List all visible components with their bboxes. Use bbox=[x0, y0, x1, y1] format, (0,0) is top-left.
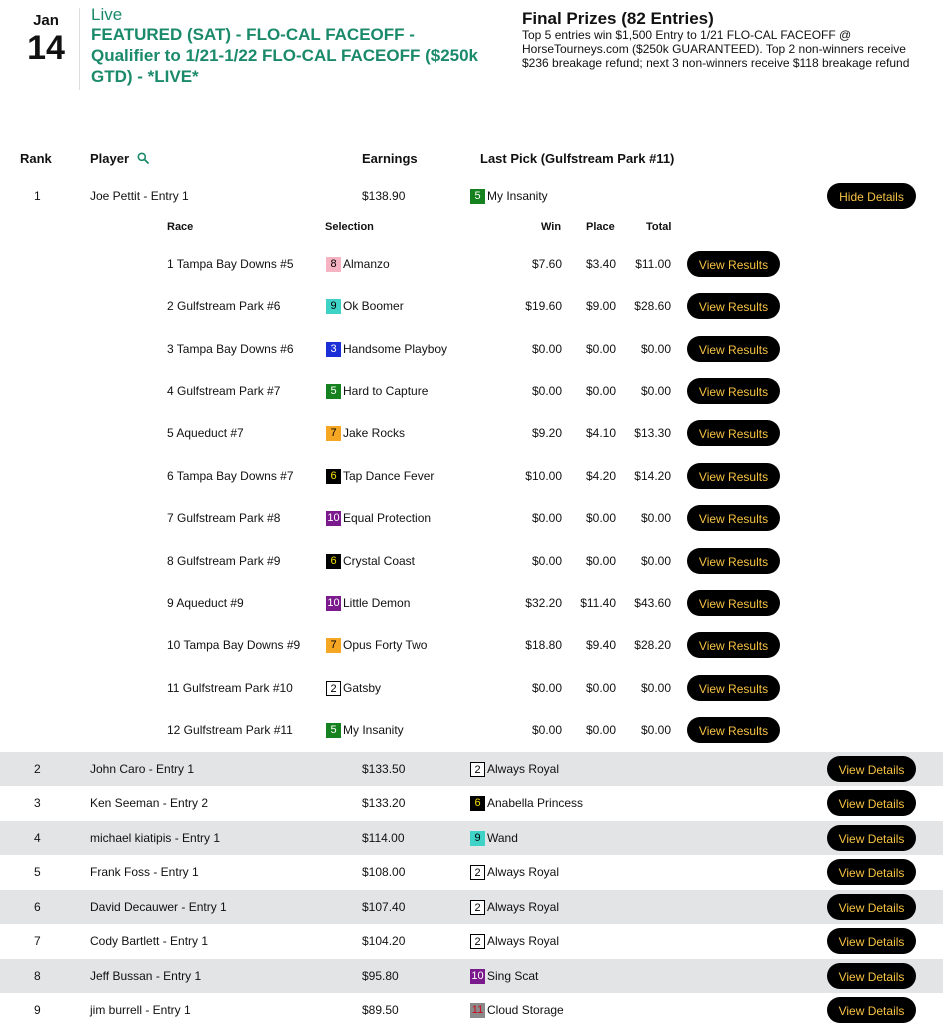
column-header-player bbox=[90, 151, 149, 167]
last-pick-name: Always Royal bbox=[487, 934, 560, 948]
detail-win: $0.00 bbox=[531, 681, 562, 695]
program-number-badge: 7 bbox=[326, 426, 341, 441]
detail-selection-name: Opus Forty Two bbox=[343, 638, 428, 652]
last-pick-name: Cloud Storage bbox=[487, 1003, 564, 1017]
program-number-badge: 2 bbox=[470, 865, 485, 880]
last-pick-name: Anabella Princess bbox=[487, 796, 584, 810]
detail-selection-name: Almanzo bbox=[343, 257, 390, 271]
detail-win: $0.00 bbox=[531, 723, 562, 737]
detail-selection bbox=[326, 455, 434, 497]
program-number-badge: 10 bbox=[327, 512, 340, 525]
detail-total: $0.00 bbox=[640, 511, 671, 525]
detail-header-selection: Selection bbox=[325, 221, 374, 233]
detail-win: $32.20 bbox=[525, 596, 562, 610]
detail-selection-name: Little Demon bbox=[343, 596, 411, 610]
detail-row bbox=[0, 497, 943, 539]
detail-total: $28.20 bbox=[634, 638, 671, 652]
header-divider bbox=[79, 8, 80, 90]
program-number-badge: 6 bbox=[470, 796, 485, 811]
prizes-info bbox=[522, 9, 922, 70]
view-results-button[interactable]: View Results bbox=[687, 293, 780, 319]
leaderboard-row bbox=[0, 959, 943, 993]
last-pick-cell bbox=[470, 924, 559, 958]
last-pick-name: My Insanity bbox=[487, 189, 548, 203]
last-pick-name: Wand bbox=[487, 831, 518, 845]
detail-row bbox=[0, 412, 943, 454]
earnings-cell: $133.20 bbox=[362, 796, 406, 810]
detail-row bbox=[0, 328, 943, 370]
last-pick-cell bbox=[470, 786, 583, 820]
column-header-rank: Rank bbox=[20, 151, 52, 166]
detail-row bbox=[0, 243, 943, 285]
view-results-button[interactable]: View Results bbox=[687, 548, 780, 574]
detail-win: $0.00 bbox=[531, 342, 562, 356]
last-pick-cell bbox=[470, 993, 564, 1027]
program-number-badge: 2 bbox=[470, 762, 485, 777]
detail-race: 8 Gulfstream Park #9 bbox=[167, 554, 281, 568]
player-name[interactable]: Cody Bartlett - Entry 1 bbox=[90, 934, 209, 948]
view-details-button[interactable]: View Details bbox=[827, 859, 916, 885]
event-month: Jan bbox=[33, 12, 59, 29]
view-results-button[interactable]: View Results bbox=[687, 378, 780, 404]
detail-race: 11 Gulfstream Park #10 bbox=[167, 681, 293, 695]
detail-win: $0.00 bbox=[531, 554, 562, 568]
detail-race: 7 Gulfstream Park #8 bbox=[167, 511, 281, 525]
program-number-badge: 5 bbox=[326, 723, 341, 738]
player-name[interactable]: michael kiatipis - Entry 1 bbox=[90, 831, 221, 845]
earnings-cell: $114.00 bbox=[362, 831, 405, 845]
column-header-last-pick: Last Pick (Gulfstream Park #11) bbox=[480, 151, 675, 166]
last-pick-name: Always Royal bbox=[487, 865, 560, 879]
detail-win: $10.00 bbox=[525, 469, 562, 483]
detail-total: $0.00 bbox=[640, 384, 671, 398]
detail-total: $11.00 bbox=[635, 257, 671, 271]
earnings-cell: $133.50 bbox=[362, 762, 406, 776]
view-details-button[interactable]: View Details bbox=[827, 997, 916, 1023]
view-results-button[interactable]: View Results bbox=[687, 590, 780, 616]
player-name[interactable]: John Caro - Entry 1 bbox=[90, 762, 195, 776]
event-status: Live bbox=[91, 5, 123, 24]
detail-win: $9.20 bbox=[531, 426, 562, 440]
detail-row bbox=[0, 624, 943, 666]
detail-selection bbox=[326, 667, 381, 709]
earnings-cell: $107.40 bbox=[362, 900, 406, 914]
detail-selection bbox=[326, 328, 447, 370]
event-date bbox=[20, 12, 72, 66]
detail-selection-name: Tap Dance Fever bbox=[343, 469, 435, 483]
rank-cell: 2 bbox=[34, 762, 41, 776]
detail-place: $9.40 bbox=[585, 638, 616, 652]
detail-place: $9.00 bbox=[585, 299, 616, 313]
leaderboard-row bbox=[0, 179, 943, 213]
detail-selection bbox=[326, 582, 410, 624]
rank-cell: 1 bbox=[34, 189, 41, 203]
detail-header-race: Race bbox=[167, 221, 194, 233]
search-icon[interactable] bbox=[137, 152, 149, 167]
detail-place: $11.40 bbox=[580, 596, 616, 610]
detail-row bbox=[0, 709, 943, 751]
leaderboard-row bbox=[0, 924, 943, 958]
detail-total: $0.00 bbox=[640, 681, 671, 695]
detail-selection-name: Ok Boomer bbox=[343, 299, 404, 313]
leaderboard-row bbox=[0, 821, 943, 855]
detail-selection-name: Handsome Playboy bbox=[343, 342, 448, 356]
player-name[interactable]: Frank Foss - Entry 1 bbox=[90, 865, 199, 879]
detail-total: $43.60 bbox=[634, 596, 671, 610]
detail-selection bbox=[326, 243, 390, 285]
player-name[interactable]: Ken Seeman - Entry 2 bbox=[90, 796, 209, 810]
detail-selection bbox=[326, 624, 427, 666]
view-details-button[interactable]: View Details bbox=[827, 756, 916, 782]
detail-win: $19.60 bbox=[525, 299, 562, 313]
detail-selection-name: Jake Rocks bbox=[343, 426, 406, 440]
rank-cell: 5 bbox=[34, 865, 41, 879]
rank-cell: 7 bbox=[34, 934, 41, 948]
player-name[interactable]: Jeff Bussan - Entry 1 bbox=[90, 969, 202, 983]
earnings-cell: $138.90 bbox=[362, 189, 406, 203]
detail-total: $0.00 bbox=[640, 342, 671, 356]
player-name[interactable]: Joe Pettit - Entry 1 bbox=[90, 189, 189, 203]
view-details-button[interactable]: View Details bbox=[827, 825, 916, 851]
program-number-badge: 2 bbox=[470, 900, 485, 915]
event-day: 14 bbox=[27, 29, 65, 67]
detail-win: $0.00 bbox=[531, 511, 562, 525]
detail-race: 1 Tampa Bay Downs #5 bbox=[167, 257, 294, 271]
view-results-button[interactable]: View Results bbox=[687, 420, 780, 446]
rank-cell: 9 bbox=[34, 1003, 41, 1017]
detail-selection bbox=[326, 412, 405, 454]
program-number-badge: 5 bbox=[470, 189, 485, 204]
detail-total: $28.60 bbox=[634, 299, 671, 313]
rank-cell: 4 bbox=[34, 831, 41, 845]
leaderboard-row bbox=[0, 890, 943, 924]
player-name[interactable]: jim burrell - Entry 1 bbox=[90, 1003, 191, 1017]
view-results-button[interactable]: View Results bbox=[687, 505, 780, 531]
detail-place: $0.00 bbox=[585, 342, 616, 356]
player-name[interactable]: David Decauwer - Entry 1 bbox=[90, 900, 227, 914]
program-number-badge: 3 bbox=[326, 342, 341, 357]
detail-selection-name: Gatsby bbox=[343, 681, 382, 695]
view-results-button[interactable]: View Results bbox=[687, 717, 780, 743]
program-number-badge: 9 bbox=[326, 299, 341, 314]
leaderboard-row bbox=[0, 786, 943, 820]
earnings-cell: $104.20 bbox=[362, 934, 406, 948]
leaderboard-row bbox=[0, 993, 943, 1027]
detail-win: $7.60 bbox=[531, 257, 562, 271]
detail-place: $0.00 bbox=[585, 384, 616, 398]
rank-cell: 3 bbox=[34, 796, 41, 810]
program-number-badge: 10 bbox=[471, 970, 484, 983]
program-number-badge: 10 bbox=[327, 597, 340, 610]
earnings-cell: $95.80 bbox=[362, 969, 399, 983]
detail-selection-name: My Insanity bbox=[343, 723, 404, 737]
program-number-badge: 6 bbox=[326, 554, 341, 569]
program-number-badge: 9 bbox=[470, 831, 485, 846]
rank-cell: 8 bbox=[34, 969, 41, 983]
last-pick-cell bbox=[470, 179, 548, 213]
detail-selection bbox=[326, 709, 404, 751]
detail-place: $4.10 bbox=[585, 426, 616, 440]
detail-row bbox=[0, 540, 943, 582]
view-details-button[interactable]: View Details bbox=[827, 894, 916, 920]
detail-place: $0.00 bbox=[585, 723, 616, 737]
event-title: FEATURED (SAT) - FLO-CAL FACEOFF - Qualifier to 1/21-1/22 FLO-CAL FACEOFF ($250k GTD) - *LIVE* bbox=[91, 25, 479, 86]
column-header-earnings: Earnings bbox=[362, 151, 418, 166]
detail-selection bbox=[326, 497, 431, 539]
program-number-badge: 5 bbox=[326, 384, 341, 399]
view-details-button[interactable]: View Details bbox=[827, 928, 916, 954]
detail-race: 4 Gulfstream Park #7 bbox=[167, 384, 281, 398]
detail-header-total: Total bbox=[646, 221, 672, 233]
detail-header-place: Place bbox=[586, 221, 615, 233]
column-header-player-label: Player bbox=[90, 151, 130, 166]
program-number-badge: 2 bbox=[326, 681, 341, 696]
detail-race: 12 Gulfstream Park #11 bbox=[167, 723, 293, 737]
detail-place: $0.00 bbox=[585, 511, 616, 525]
view-results-button[interactable]: View Results bbox=[687, 632, 780, 658]
program-number-badge: 2 bbox=[470, 934, 485, 949]
detail-row bbox=[0, 285, 943, 327]
detail-selection bbox=[326, 540, 415, 582]
detail-selection bbox=[326, 285, 404, 327]
program-number-badge: 6 bbox=[326, 469, 341, 484]
detail-total: $0.00 bbox=[640, 723, 671, 737]
earnings-cell: $89.50 bbox=[362, 1003, 399, 1017]
program-number-badge: 11 bbox=[471, 1004, 484, 1017]
view-results-button[interactable]: View Results bbox=[687, 675, 780, 701]
detail-place: $4.20 bbox=[585, 469, 616, 483]
rank-cell: 6 bbox=[34, 900, 41, 914]
view-results-button[interactable]: View Results bbox=[687, 463, 780, 489]
detail-race: 5 Aqueduct #7 bbox=[167, 426, 244, 440]
detail-win: $0.00 bbox=[531, 384, 562, 398]
detail-row bbox=[0, 667, 943, 709]
view-details-button[interactable]: View Details bbox=[827, 963, 916, 989]
leaderboard-row bbox=[0, 752, 943, 786]
last-pick-cell bbox=[470, 959, 538, 993]
detail-place: $0.00 bbox=[585, 554, 616, 568]
detail-total: $13.30 bbox=[634, 426, 671, 440]
last-pick-cell bbox=[470, 855, 559, 889]
earnings-cell: $108.00 bbox=[362, 865, 406, 879]
detail-race: 6 Tampa Bay Downs #7 bbox=[167, 469, 294, 483]
view-results-button[interactable]: View Results bbox=[687, 251, 780, 277]
program-number-badge: 7 bbox=[326, 638, 341, 653]
event-info bbox=[91, 6, 481, 87]
last-pick-cell bbox=[470, 752, 559, 786]
detail-race: 9 Aqueduct #9 bbox=[167, 596, 244, 610]
last-pick-name: Always Royal bbox=[487, 900, 560, 914]
last-pick-name: Always Royal bbox=[487, 762, 560, 776]
detail-race: 3 Tampa Bay Downs #6 bbox=[167, 342, 294, 356]
prizes-description: Top 5 entries win $1,500 Entry to 1/21 FLO-CAL FACEOFF @ HorseTourneys.com ($250k GUARANTEED). Top 2 non-winners receive $236 breakage refund; next 3 non-winners receive $118 breakage refund bbox=[522, 28, 910, 70]
detail-win: $18.80 bbox=[525, 638, 562, 652]
detail-row bbox=[0, 370, 943, 412]
last-pick-cell bbox=[470, 890, 559, 924]
detail-selection bbox=[326, 370, 428, 412]
prizes-title: Final Prizes (82 Entries) bbox=[522, 9, 714, 28]
detail-race: 10 Tampa Bay Downs #9 bbox=[167, 638, 301, 652]
last-pick-cell bbox=[470, 821, 518, 855]
detail-selection-name: Equal Protection bbox=[343, 511, 432, 525]
hide-details-button[interactable]: Hide Details bbox=[827, 183, 916, 209]
detail-total: $0.00 bbox=[640, 554, 671, 568]
detail-place: $3.40 bbox=[585, 257, 616, 271]
detail-place: $0.00 bbox=[585, 681, 616, 695]
view-results-button[interactable]: View Results bbox=[687, 336, 780, 362]
event-header bbox=[0, 0, 943, 110]
detail-row bbox=[0, 582, 943, 624]
detail-total: $14.20 bbox=[634, 469, 671, 483]
detail-race: 2 Gulfstream Park #6 bbox=[167, 299, 281, 313]
detail-row bbox=[0, 455, 943, 497]
leaderboard-row bbox=[0, 855, 943, 889]
detail-selection-name: Crystal Coast bbox=[343, 554, 416, 568]
detail-selection-name: Hard to Capture bbox=[343, 384, 429, 398]
last-pick-name: Sing Scat bbox=[487, 969, 539, 983]
view-details-button[interactable]: View Details bbox=[827, 790, 916, 816]
detail-header-win: Win bbox=[541, 221, 562, 233]
program-number-badge: 8 bbox=[326, 257, 341, 272]
